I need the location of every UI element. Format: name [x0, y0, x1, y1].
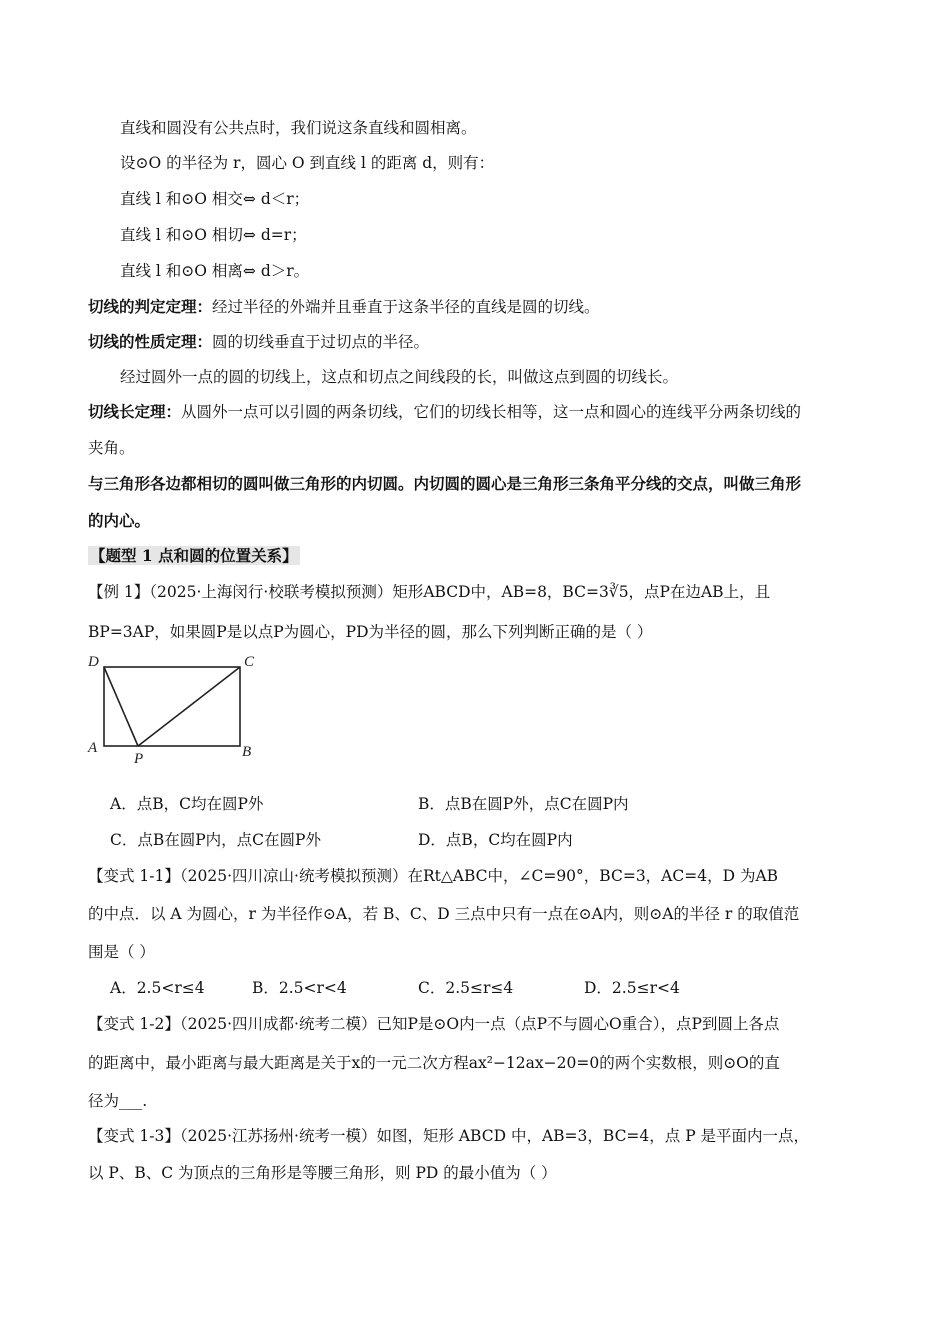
incircle-definition: 与三角形各边都相切的圆叫做三角形的内切圆。内切圆的圆心是三角形三条角平分线的交点，叫做三角形 — [88, 474, 802, 493]
option-b[interactable]: B．2.5<r<4 — [252, 979, 347, 997]
segment-pd — [104, 667, 138, 746]
label-a: A — [88, 740, 98, 756]
rectangle-figure — [84, 652, 274, 767]
theorem-label: 切线的判定定理： — [88, 297, 213, 316]
variant-1-3-stem: 以 P、B、C 为顶点的三角形是等腰三角形，则 PD 的最小值为（ ） — [88, 1164, 557, 1182]
theorem-tangent-length — [88, 402, 801, 422]
option-c[interactable]: C．点B在圆P内，点C在圆P外 — [110, 831, 321, 849]
section-heading — [88, 546, 300, 566]
label-d: D — [88, 654, 99, 670]
option-c[interactable]: C．2.5≤r≤4 — [418, 979, 514, 997]
theorem-tangent-property — [88, 332, 429, 352]
option-a[interactable]: A．2.5<r≤4 — [110, 979, 205, 997]
text-line: 直线和圆没有公共点时，我们说这条直线和圆相离。 — [120, 119, 477, 137]
option-d[interactable]: D．点B，C均在圆P内 — [418, 831, 573, 849]
variant-1-3-stem: 【变式 1-3】（2025·江苏扬州·统考一模）如图，矩形 ABCD 中，AB=3，BC=4，点 P 是平面内一点， — [88, 1127, 810, 1145]
theorem-label: 切线的性质定理： — [88, 332, 213, 351]
option-b[interactable]: B．点B在圆P外，点C在圆P内 — [418, 795, 629, 813]
variant-1-2-answer-blank: 径为___. — [88, 1092, 148, 1110]
example-1-stem: 【例 1】（2025·上海闵行·校联考模拟预测）矩形ABCD中，AB=8，BC=3∛5，点P在边AB上，且 — [88, 583, 771, 601]
label-c: C — [244, 654, 255, 670]
rectangle-abcd — [104, 667, 240, 746]
variant-1-2-stem: 的距离中，最小距离与最大距离是关于x的一元二次方程ax²−12ax−20=0的两个实数根，则⊙O的直 — [88, 1054, 780, 1072]
text-line: 夹角。 — [88, 439, 135, 457]
text-line: 直线 l 和⊙O 相离⇔ d＞r。 — [120, 262, 310, 280]
label-p: P — [134, 751, 144, 767]
label-b: B — [242, 744, 252, 760]
option-d[interactable]: D．2.5≤r<4 — [584, 979, 680, 997]
theorem-text: 经过半径的外端并且垂直于这条半径的直线是圆的切线。 — [212, 298, 600, 316]
text-line: 经过圆外一点的圆的切线上，这点和切点之间线段的长，叫做这点到圆的切线长。 — [120, 368, 679, 386]
theorem-tangent-criterion — [88, 297, 600, 317]
theorem-text: 圆的切线垂直于过切点的半径。 — [212, 333, 430, 351]
variant-1-1-stem: 围是（ ） — [88, 943, 155, 961]
incircle-definition: 的内心。 — [88, 511, 151, 530]
section-heading-label: 【题型 1 点和圆的位置关系】 — [90, 546, 298, 565]
variant-1-2-stem: 【变式 1-2】（2025·四川成都·统考二模）已知P是⊙O内一点（点P不与圆心O重合），点P到圆上各点 — [88, 1015, 780, 1033]
text-line: 设⊙O 的半径为 r，圆心 O 到直线 l 的距离 d，则有： — [120, 154, 495, 172]
variant-1-1-stem: 的中点．以 A 为圆心，r 为半径作⊙A，若 B、C、D 三点中只有一点在⊙A内，则⊙A的半径 r 的取值范 — [88, 905, 800, 923]
segment-pc — [138, 667, 240, 746]
example-1-stem: BP=3AP，如果圆P是以点P为圆心，PD为半径的圆，那么下列判断正确的是（ ） — [88, 623, 653, 641]
text-line: 直线 l 和⊙O 相切⇔ d=r； — [120, 226, 307, 244]
option-a[interactable]: A．点B，C均在圆P外 — [110, 795, 264, 813]
text-line: 直线 l 和⊙O 相交⇔ d＜r； — [120, 190, 310, 208]
theorem-label: 切线长定理： — [88, 402, 182, 421]
variant-1-1-stem: 【变式 1-1】（2025·四川凉山·统考模拟预测）在Rt△ABC中，∠C=90°，BC=3，AC=4，D 为AB — [88, 867, 779, 885]
theorem-text: 从圆外一点可以引圆的两条切线，它们的切线长相等，这一点和圆心的连线平分两条切线的 — [181, 403, 802, 421]
